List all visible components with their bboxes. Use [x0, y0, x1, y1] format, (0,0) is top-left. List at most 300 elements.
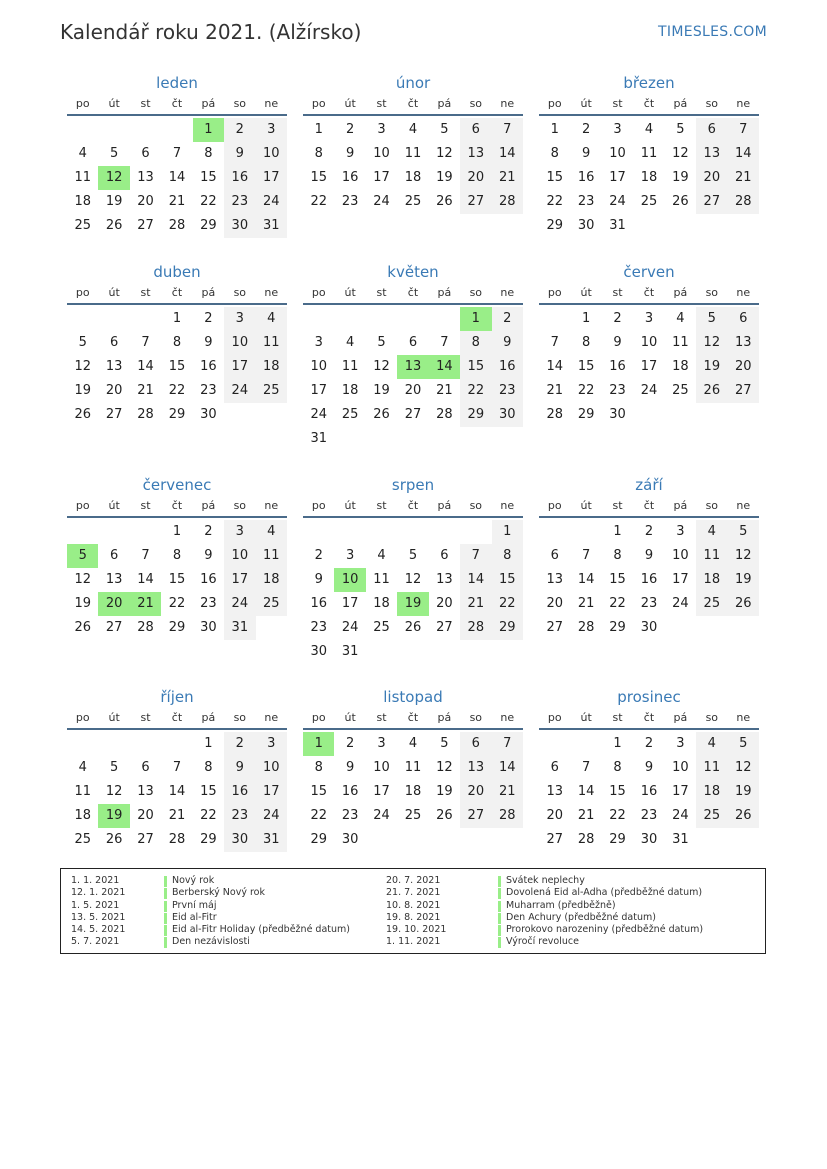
- weekday-label: ne: [264, 286, 279, 299]
- month-5: [303, 261, 523, 451]
- weekday-label: út: [344, 286, 356, 299]
- legend-color-bar: [164, 913, 167, 924]
- day-cell: 5: [728, 732, 759, 756]
- empty-day-cell: [161, 732, 192, 756]
- weekday-label: ne: [264, 711, 279, 724]
- day-cell: 5: [676, 122, 685, 137]
- month-title: září: [635, 476, 663, 494]
- day-cell: 14: [546, 359, 563, 374]
- week-row: [303, 331, 523, 355]
- day-cell: 30: [200, 407, 217, 422]
- day-cell: 30: [492, 403, 523, 427]
- day-cell: 3: [224, 307, 255, 331]
- month-title: květen: [387, 263, 439, 281]
- brand-link[interactable]: TIMESLES.COM: [658, 24, 767, 40]
- day-cell: 31: [256, 214, 287, 238]
- day-cell: 3: [613, 122, 622, 137]
- day-cell: 6: [440, 548, 449, 563]
- day-cell: 26: [74, 620, 91, 635]
- day-cell: 22: [200, 194, 217, 209]
- day-cell: 27: [460, 804, 491, 828]
- day-cell: 20: [696, 166, 727, 190]
- weekday-label: čt: [407, 286, 419, 299]
- day-cell: 10: [609, 146, 626, 161]
- week-row: [303, 379, 523, 403]
- day-cell: 16: [577, 170, 595, 185]
- weekday-label: po: [75, 711, 90, 724]
- empty-day-cell: [633, 214, 664, 238]
- day-cell: 22: [609, 808, 626, 823]
- weekday-label: so: [233, 286, 247, 299]
- weekday-label: so: [233, 97, 247, 110]
- day-cell: 21: [168, 194, 186, 209]
- day-cell: 19: [728, 780, 759, 804]
- day-cell: 18: [696, 568, 727, 592]
- day-cell: 3: [256, 118, 287, 142]
- day-cell: 7: [492, 118, 523, 142]
- empty-day-cell: [98, 520, 129, 544]
- weekday-label: út: [108, 499, 120, 512]
- legend-date: 19. 10. 2021: [386, 924, 447, 936]
- weekday-label: út: [108, 711, 120, 724]
- day-cell: 28: [460, 616, 491, 640]
- day-cell: 10: [224, 544, 255, 568]
- weekday-header: [67, 94, 287, 116]
- day-cell: 17: [224, 355, 255, 379]
- day-cell: 10: [310, 359, 327, 374]
- day-cell: 14: [728, 142, 759, 166]
- day-cell: 15: [460, 355, 491, 379]
- weekday-label: so: [469, 711, 483, 724]
- empty-day-cell: [256, 403, 287, 427]
- weekday-label: pá: [201, 499, 216, 512]
- weekday-label: čt: [171, 286, 183, 299]
- day-cell: 10: [256, 142, 287, 166]
- holiday-day-cell: 21: [130, 592, 161, 616]
- legend-entry: [71, 887, 371, 899]
- day-cell: 27: [105, 407, 123, 422]
- empty-day-cell: [334, 427, 365, 451]
- day-cell: 29: [310, 832, 327, 847]
- day-cell: 12: [74, 572, 91, 587]
- day-cell: 28: [168, 832, 186, 847]
- day-cell: 25: [74, 218, 91, 233]
- weekday-label: út: [344, 97, 356, 110]
- week-row: [303, 592, 523, 616]
- day-cell: 14: [168, 784, 186, 799]
- day-cell: 17: [672, 572, 689, 587]
- week-row: [303, 427, 523, 451]
- day-cell: 26: [404, 620, 422, 635]
- weekday-header: [303, 496, 523, 518]
- empty-day-cell: [303, 307, 334, 331]
- day-cell: 1: [314, 122, 323, 137]
- day-cell: 7: [172, 146, 182, 161]
- day-cell: 20: [137, 808, 154, 823]
- day-cell: 12: [672, 146, 689, 161]
- week-row: [67, 355, 287, 379]
- legend-date: 1. 11. 2021: [386, 936, 441, 948]
- day-cell: 1: [581, 311, 591, 326]
- weekday-label: po: [547, 499, 562, 512]
- day-cell: 18: [256, 568, 287, 592]
- week-row: [539, 592, 759, 616]
- day-cell: 28: [492, 190, 523, 214]
- week-row: [539, 355, 759, 379]
- day-cell: 13: [105, 359, 123, 374]
- day-cell: 11: [404, 760, 422, 775]
- weekday-label: čt: [171, 97, 183, 110]
- empty-day-cell: [492, 427, 523, 451]
- legend-entry: [71, 924, 371, 936]
- empty-day-cell: [492, 828, 523, 852]
- legend-entry: [71, 912, 371, 924]
- day-cell: 22: [168, 383, 186, 398]
- day-cell: 14: [577, 784, 595, 799]
- legend-holiday-name: Prorokovo narozeniny (předběžné datum): [506, 924, 704, 936]
- holiday-day-cell: 14: [429, 355, 460, 379]
- week-row: [539, 616, 759, 640]
- day-cell: 9: [345, 760, 355, 775]
- day-cell: 19: [436, 784, 453, 799]
- weekday-label: ne: [736, 286, 751, 299]
- empty-day-cell: [366, 640, 397, 664]
- legend-holiday-name: Muharram (předběžně): [506, 899, 616, 911]
- weekday-label: pá: [201, 97, 216, 110]
- empty-day-cell: [67, 520, 98, 544]
- month-title: říjen: [160, 688, 194, 706]
- day-cell: 4: [345, 335, 355, 350]
- day-cell: 4: [78, 760, 87, 775]
- day-cell: 13: [546, 784, 563, 799]
- day-cell: 7: [728, 118, 759, 142]
- empty-day-cell: [67, 307, 98, 331]
- legend-date: 20. 7. 2021: [386, 875, 441, 886]
- month-3: [539, 72, 759, 238]
- day-cell: 7: [492, 732, 523, 756]
- weekday-label: út: [108, 286, 120, 299]
- day-cell: 23: [577, 194, 595, 209]
- day-cell: 5: [78, 335, 87, 350]
- day-cell: 2: [204, 524, 213, 539]
- day-cell: 9: [345, 146, 355, 161]
- legend-entry: [71, 900, 371, 912]
- day-cell: 30: [224, 214, 255, 238]
- day-cell: 31: [310, 431, 327, 446]
- page-title: Kalendář roku 2021. (Alžírsko): [60, 20, 362, 44]
- weekday-label: so: [705, 97, 719, 110]
- day-cell: 18: [696, 780, 727, 804]
- month-7: [67, 474, 287, 640]
- empty-day-cell: [130, 520, 161, 544]
- day-cell: 26: [105, 218, 123, 233]
- day-cell: 19: [436, 170, 453, 185]
- day-cell: 14: [577, 572, 595, 587]
- week-row: [303, 568, 523, 592]
- week-row: [539, 756, 759, 780]
- day-cell: 13: [728, 331, 759, 355]
- empty-day-cell: [429, 520, 460, 544]
- weekday-label: čt: [643, 97, 655, 110]
- weekday-header: [303, 708, 523, 730]
- empty-day-cell: [366, 520, 397, 544]
- legend-color-bar: [498, 888, 501, 899]
- legend-date: 1. 5. 2021: [71, 899, 120, 911]
- day-cell: 15: [310, 170, 327, 185]
- day-cell: 6: [141, 146, 150, 161]
- week-row: [303, 828, 523, 852]
- weekday-label: st: [376, 711, 387, 724]
- week-row: [67, 307, 287, 331]
- weekday-label: so: [233, 711, 247, 724]
- day-cell: 25: [404, 194, 422, 209]
- weekday-label: ne: [736, 499, 751, 512]
- empty-day-cell: [224, 403, 255, 427]
- day-cell: 29: [460, 403, 491, 427]
- day-cell: 23: [341, 194, 359, 209]
- empty-day-cell: [98, 307, 129, 331]
- legend-color-bar: [498, 901, 501, 912]
- day-cell: 24: [256, 804, 287, 828]
- weekday-label: ne: [500, 711, 515, 724]
- weekday-label: st: [376, 97, 387, 110]
- day-cell: 10: [224, 331, 255, 355]
- month-9: [539, 474, 759, 640]
- day-cell: 17: [341, 596, 359, 611]
- day-cell: 8: [581, 335, 591, 350]
- weekday-label: st: [140, 711, 151, 724]
- empty-day-cell: [492, 640, 523, 664]
- week-row: [303, 544, 523, 568]
- day-cell: 11: [74, 170, 91, 185]
- legend-color-bar: [164, 901, 167, 912]
- day-cell: 22: [310, 194, 327, 209]
- day-cell: 9: [204, 335, 213, 350]
- legend-date: 13. 5. 2021: [71, 911, 126, 923]
- day-cell: 13: [460, 756, 491, 780]
- weekday-header: [539, 708, 759, 730]
- day-cell: 30: [310, 644, 327, 659]
- day-cell: 23: [200, 383, 217, 398]
- weekday-label: ne: [264, 499, 279, 512]
- day-cell: 20: [728, 355, 759, 379]
- day-cell: 19: [74, 383, 91, 398]
- weekday-label: st: [612, 286, 623, 299]
- week-row: [303, 307, 523, 331]
- empty-day-cell: [460, 427, 491, 451]
- week-row: [303, 190, 523, 214]
- empty-day-cell: [98, 732, 129, 756]
- empty-day-cell: [539, 732, 570, 756]
- holiday-day-cell: 1: [303, 732, 334, 756]
- day-cell: 6: [460, 732, 491, 756]
- week-row: [67, 756, 287, 780]
- empty-day-cell: [460, 828, 491, 852]
- week-row: [303, 780, 523, 804]
- week-row: [303, 520, 523, 544]
- weekday-label: út: [580, 286, 592, 299]
- day-cell: 20: [137, 194, 154, 209]
- weekday-label: ne: [500, 286, 515, 299]
- week-row: [303, 142, 523, 166]
- day-cell: 16: [310, 596, 327, 611]
- day-cell: 8: [492, 544, 523, 568]
- day-cell: 25: [404, 808, 422, 823]
- holiday-legend: [60, 868, 766, 954]
- weekday-label: ne: [500, 499, 515, 512]
- legend-entry: [386, 875, 756, 887]
- day-cell: 25: [672, 383, 689, 398]
- weekday-label: po: [75, 499, 90, 512]
- day-cell: 6: [109, 335, 119, 350]
- empty-day-cell: [665, 403, 696, 427]
- legend-color-bar: [498, 876, 501, 887]
- month-6: [539, 261, 759, 427]
- empty-day-cell: [303, 520, 334, 544]
- day-cell: 7: [440, 335, 449, 350]
- weekday-label: st: [612, 711, 623, 724]
- day-cell: 19: [696, 355, 727, 379]
- empty-day-cell: [67, 118, 98, 142]
- day-cell: 11: [404, 146, 422, 161]
- weekday-label: ne: [500, 97, 515, 110]
- day-cell: 4: [256, 307, 287, 331]
- day-cell: 30: [640, 620, 658, 635]
- day-cell: 16: [492, 355, 523, 379]
- day-cell: 16: [341, 170, 359, 185]
- day-cell: 4: [644, 122, 654, 137]
- day-cell: 16: [200, 572, 217, 587]
- day-cell: 11: [640, 146, 658, 161]
- day-cell: 5: [728, 520, 759, 544]
- day-cell: 2: [644, 736, 654, 751]
- day-cell: 7: [581, 548, 591, 563]
- empty-day-cell: [728, 403, 759, 427]
- week-row: [303, 166, 523, 190]
- day-cell: 18: [640, 170, 658, 185]
- day-cell: 26: [728, 804, 759, 828]
- empty-day-cell: [256, 616, 287, 640]
- day-cell: 24: [609, 194, 626, 209]
- day-cell: 22: [577, 383, 595, 398]
- day-cell: 26: [696, 379, 727, 403]
- day-cell: 9: [314, 572, 323, 587]
- holiday-day-cell: 5: [67, 544, 98, 568]
- day-cell: 16: [341, 784, 359, 799]
- weekday-label: pá: [673, 286, 688, 299]
- day-cell: 14: [137, 572, 154, 587]
- day-cell: 5: [109, 146, 119, 161]
- day-cell: 15: [168, 359, 186, 374]
- empty-day-cell: [429, 640, 460, 664]
- week-row: [67, 331, 287, 355]
- week-row: [303, 732, 523, 756]
- day-cell: 11: [74, 784, 91, 799]
- day-cell: 17: [224, 568, 255, 592]
- day-cell: 27: [436, 620, 453, 635]
- day-cell: 6: [109, 548, 119, 563]
- empty-day-cell: [728, 616, 759, 640]
- day-cell: 23: [640, 808, 658, 823]
- day-cell: 12: [105, 784, 123, 799]
- day-cell: 21: [728, 166, 759, 190]
- day-cell: 12: [436, 760, 453, 775]
- day-cell: 12: [373, 359, 390, 374]
- day-cell: 20: [460, 166, 491, 190]
- day-cell: 11: [341, 359, 359, 374]
- day-cell: 8: [204, 146, 213, 161]
- day-cell: 5: [109, 760, 119, 775]
- day-cell: 29: [200, 218, 217, 233]
- day-cell: 10: [373, 146, 390, 161]
- day-cell: 26: [436, 808, 453, 823]
- day-cell: 7: [550, 335, 559, 350]
- day-cell: 18: [373, 596, 390, 611]
- day-cell: 17: [373, 170, 390, 185]
- legend-date: 12. 1. 2021: [71, 887, 126, 899]
- empty-day-cell: [366, 828, 397, 852]
- day-cell: 22: [546, 194, 563, 209]
- holiday-day-cell: 13: [397, 355, 428, 379]
- day-cell: 17: [256, 166, 287, 190]
- empty-day-cell: [696, 828, 727, 852]
- legend-column-left: [71, 875, 371, 949]
- month-2: [303, 72, 523, 214]
- empty-day-cell: [728, 828, 759, 852]
- legend-color-bar: [498, 925, 501, 936]
- day-cell: 23: [609, 383, 626, 398]
- legend-date: 19. 8. 2021: [386, 911, 441, 923]
- day-cell: 13: [436, 572, 453, 587]
- weekday-label: so: [469, 286, 483, 299]
- day-cell: 23: [310, 620, 327, 635]
- day-cell: 27: [137, 218, 154, 233]
- day-cell: 30: [609, 407, 626, 422]
- month-title: leden: [156, 74, 198, 92]
- weekday-header: [539, 283, 759, 305]
- empty-day-cell: [633, 403, 664, 427]
- week-row: [67, 142, 287, 166]
- legend-color-bar: [498, 937, 501, 948]
- month-1: [67, 72, 287, 238]
- day-cell: 21: [168, 808, 186, 823]
- day-cell: 5: [440, 736, 449, 751]
- empty-day-cell: [397, 307, 428, 331]
- week-row: [539, 780, 759, 804]
- month-12: [539, 686, 759, 852]
- holiday-day-cell: 1: [193, 118, 224, 142]
- legend-column-right: [386, 875, 756, 949]
- day-cell: 11: [696, 756, 727, 780]
- day-cell: 7: [172, 760, 182, 775]
- day-cell: 13: [460, 142, 491, 166]
- weekday-label: so: [705, 499, 719, 512]
- day-cell: 9: [492, 331, 523, 355]
- day-cell: 24: [672, 596, 689, 611]
- day-cell: 9: [224, 756, 255, 780]
- week-row: [303, 640, 523, 664]
- day-cell: 17: [310, 383, 327, 398]
- day-cell: 18: [74, 194, 91, 209]
- day-cell: 2: [345, 736, 355, 751]
- day-cell: 29: [492, 616, 523, 640]
- day-cell: 28: [137, 620, 154, 635]
- legend-entry: [386, 900, 756, 912]
- day-cell: 8: [172, 335, 182, 350]
- day-cell: 27: [404, 407, 422, 422]
- day-cell: 21: [577, 808, 595, 823]
- day-cell: 13: [105, 572, 123, 587]
